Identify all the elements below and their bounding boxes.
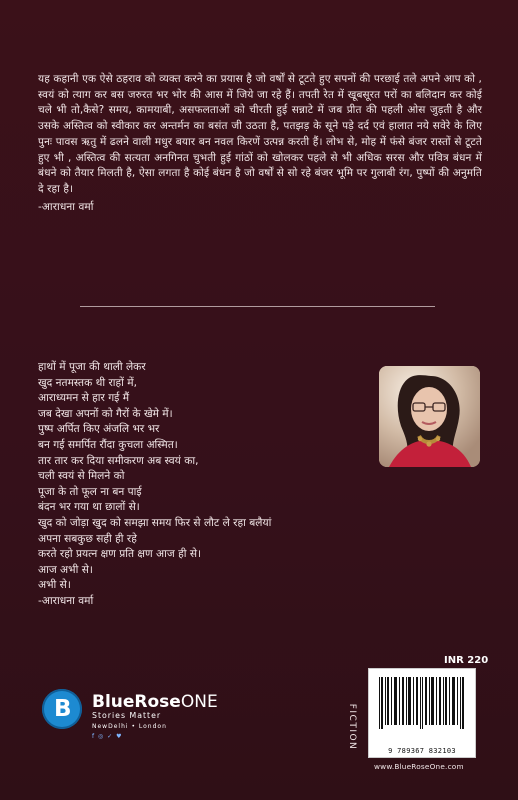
publisher-social-icons: f ◎ ✓ ♥ [92,733,123,740]
poem-line: चली स्वयं से मिलने को [38,470,125,483]
poem-line: खुद नतमस्तक थी राहों में, [38,376,137,389]
poem-line: पुष्प अर्पित किए अंजलि भर भर [38,423,160,436]
poem-line: आज अभी से। [38,563,93,576]
publisher-logo-b-icon: B [54,696,72,722]
genre-text: FICTION [347,703,357,751]
price: INR 220 [444,655,489,666]
poem-line: बन गई समर्पित रौंदा कुचला अस्मित। [38,438,178,451]
poem-signature: -आराधना वर्मा [38,594,94,607]
poem-line: आराध्यमन से हार गई मैं [38,392,130,405]
isbn-barcode [368,668,476,758]
website-url[interactable]: www.BlueRoseOne.com [374,762,464,771]
author-photo [379,366,480,467]
poem-line: पूजा के तो फूल ना बन पाई [38,485,142,498]
poem-line: अभी से। [38,579,71,592]
publisher-name [92,692,218,712]
poem-line: अपना सबकुछ सही ही रहे [38,532,137,545]
poem-line: बंदन भर गया था छालों से। [38,501,140,514]
genre-label [343,684,361,774]
poem-line: तार तार कर दिया समीकरण अब स्वयं का, [38,454,199,467]
poem-line: जब देखा अपनों को गैरों के खेमे में। [38,407,173,420]
author-photo-image [379,366,480,467]
blurb [38,72,482,215]
publisher-logo [42,689,242,749]
blurb-signature: -आराधना वर्मा [38,200,94,213]
barcode-icon [369,669,473,739]
section-divider [80,306,435,307]
publisher-name-main: BlueRose [92,692,181,712]
poem-line: हाथों में पूजा की थाली लेकर [38,361,146,373]
publisher-tagline: Stories Matter [92,711,162,720]
blurb-text: यह कहानी एक ऐसे ठहराव को व्यक्त करने का प्रयास है जो वर्षों से टूटते हुए सपनों की परछाई तले अपने आप को , स्वयं को त्याग कर बस जरुरत भर भोर की आस में जिये जा रहे हैं। तपती रेत में खूबसूरत परों का बलिदान कर कोई चले भी तो,कैसे? समय, कामयाबी, असफलताओं को चीरती हुई सन्नाटे में जब प्रीत की पहली ओस जुड़ती है और उसके अस्तित्व को स्वीकार कर अन्तर्मन का बसंत जी उठता है, पतझड़ के सूने पड़े दर्द एवं हालात नये सवेरे के लिए पुनः पावस ऋतु में ढलने वाली मधुर बयार बन नवल किरणें उत्पन्न करती हैं। लोभ से, मोह में फंसे बंजर रास्तों से टूटते हुए भी , अस्तित्व की सत्यता अनगिनत चुभती हुई गांठों को खोलकर पहले से भी अधिक सरस और पवित्र बंधन में बंधने को तैयार मिलती है, ऐसा लगता है कोई बंधन है जो वर्षों से सो रहे बंजर भूमि पर गुलाबी रंग, पुष्पों की अनुमति दे रहा है। [38,73,482,195]
poem-line: करते रहो प्रयत्न क्षण प्रति क्षण आज ही से। [38,548,202,561]
poem [38,360,378,610]
publisher-locations: NewDelhi • London [92,723,167,730]
publisher-name-one: ONE [180,692,218,712]
poem-line: खुद को जोड़ा खुद को समझा समय फिर से लौट ले रहा बलैयां [38,516,272,529]
isbn-number: 9 789367 832103 [388,747,456,755]
